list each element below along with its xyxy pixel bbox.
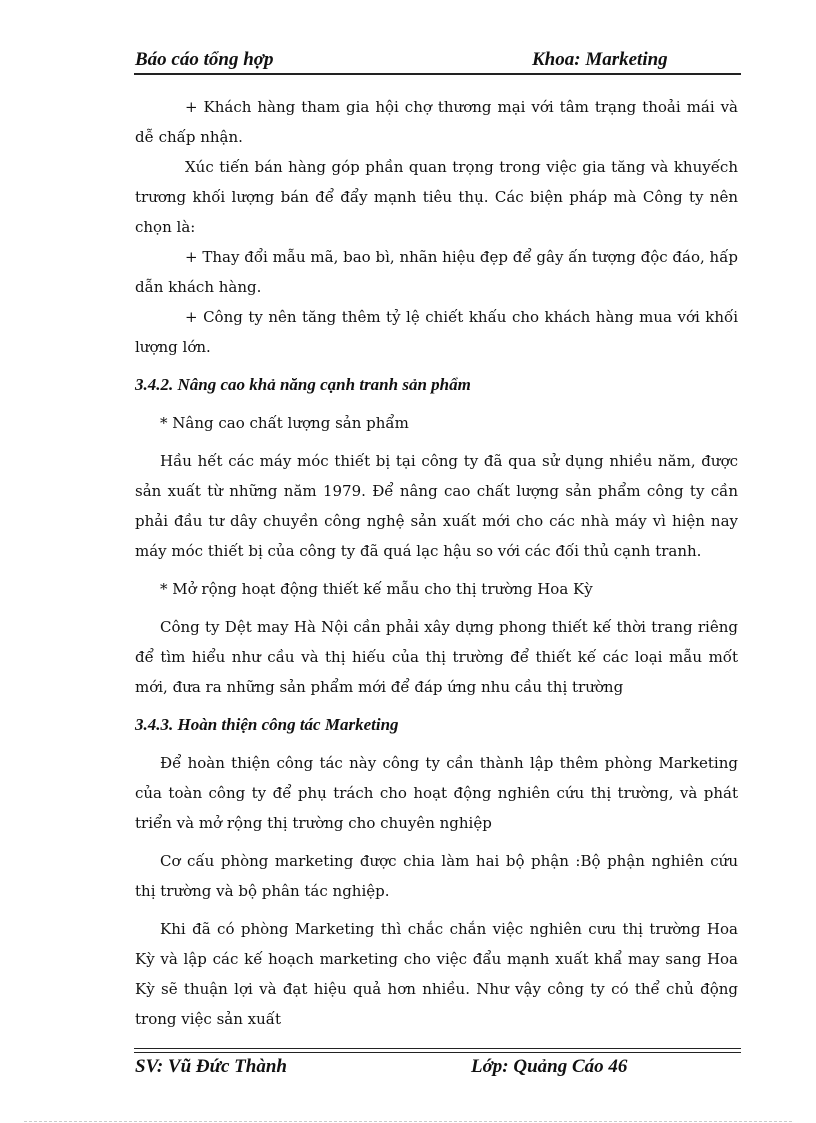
header-report-title: Báo cáo tổng hợp (135, 49, 274, 70)
page-footer (134, 1056, 741, 1080)
paragraph-design-bullet: * Mở rộng hoạt động thiết kế mẫu cho thị trường Hoa Kỳ (160, 580, 593, 598)
document-body (135, 92, 738, 1034)
paragraph-packaging: + Thay đổi mẫu mã, bao bì, nhãn hiệu đẹp để gây ấn tượng độc đáo, hấp dẫn khách hàng. (135, 248, 738, 296)
page-header (134, 47, 741, 75)
footer-student-name: SV: Vũ Đức Thành (135, 1056, 287, 1077)
section-heading-3-4-2: 3.4.2. Nâng cao khả năng cạnh tranh sản phẩm (135, 375, 471, 394)
section-heading-3-4-3: 3.4.3. Hoàn thiện công tác Marketing (135, 715, 399, 734)
paragraph-fashion-design: Công ty Dệt may Hà Nội cần phải xây dựng phong thiết kế thời trang riêng để tìm hiểu như cầu và thị hiếu của thị trường để thiết kế các loại mẫu mốt mới, đưa ra những sản phẩm mới để đáp ứng nhu cầu thị trường (135, 618, 738, 696)
paragraph-discount: + Công ty nên tăng thêm tỷ lệ chiết khấu cho khách hàng mua với khối lượng lớn. (135, 308, 738, 356)
paragraph-marketing-department: Để hoàn thiện công tác này công ty cần thành lập thêm phòng Marketing của toàn công ty để phụ trách cho hoạt động nghiên cứu thị trường, và phát triển và mở rộng thị trường cho chuyên nghiệp (135, 754, 738, 832)
paragraph-department-structure: Cơ cấu phòng marketing được chia làm hai bộ phận :Bộ phận nghiên cứu thị trường và bộ phân tác nghiệp. (135, 852, 738, 900)
footer-class: Lớp: Quảng Cáo 46 (471, 1056, 628, 1077)
header-faculty: Khoa: Marketing (532, 49, 668, 70)
paragraph-market-research: Khi đã có phòng Marketing thì chắc chắn việc nghiên cưu thị trường Hoa Kỳ và lập các kế hoạch marketing cho việc đẩu mạnh xuất khẩ may sang Hoa Kỳ sẽ thuận lợi và đạt hiệu quả hơn nhiều. Như vậy công ty có thể chủ động trong việc sản xuất (135, 920, 738, 1028)
paragraph-equipment: Hầu hết các máy móc thiết bị tại công ty đã qua sử dụng nhiều năm, được sản xuất từ những năm 1979. Để nâng cao chất lượng sản phẩm công ty cần phải đầu tư dây chuyền công nghệ sản xuất mới cho các nhà máy vì hiện nay máy móc thiết bị của công ty đã quá lạc hậu so với các đối thủ cạnh tranh. (135, 452, 738, 560)
paragraph-fair-customers: + Khách hàng tham gia hội chợ thương mại với tâm trạng thoải mái và dễ chấp nhận. (135, 98, 738, 146)
page-edge-divider (24, 1121, 792, 1122)
paragraph-quality-bullet: * Nâng cao chất lượng sản phẩm (160, 414, 409, 432)
footer-divider (134, 1048, 741, 1053)
paragraph-sales-promotion: Xúc tiến bán hàng góp phần quan trọng trong việc gia tăng và khuyếch trương khối lượng bán để đẩy mạnh tiêu thụ. Các biện pháp mà Công ty nên chọn là: (135, 158, 738, 236)
